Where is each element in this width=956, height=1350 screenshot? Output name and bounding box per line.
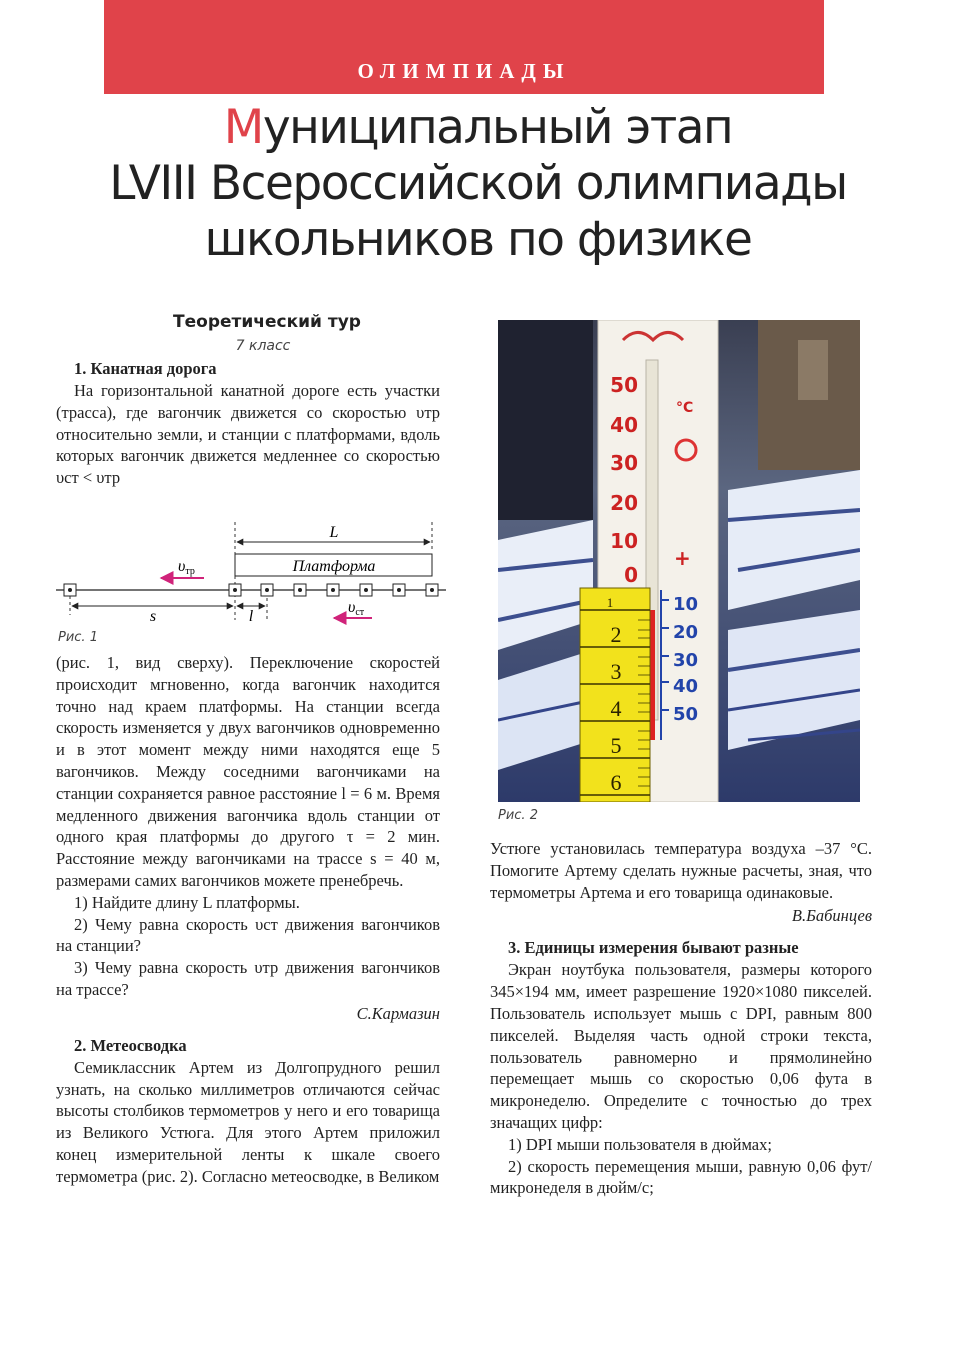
car (327, 584, 339, 596)
label-l: l (248, 608, 254, 625)
svg-text:10: 10 (673, 594, 699, 615)
label-vtr: υтр (178, 558, 195, 577)
svg-text:2: 2 (610, 622, 622, 647)
svg-text:30: 30 (673, 650, 699, 671)
svg-text:50: 50 (673, 704, 699, 725)
svg-text:50: 50 (610, 373, 638, 397)
problem2-para1: Семиклассник Артем из Долгопрудного решил узнать, на сколько миллиметров отличаются сейчас высоты столбиков термометров у него и его товарища из Великого Устюга. Для этого Артем приложил конец измерительной ленты к шкале своего термометра (рис. 2). Согласно метеосводке, в Великом (56, 1057, 440, 1186)
title-line1: униципальный этап (262, 100, 733, 155)
svg-text:6: 6 (610, 770, 622, 795)
svg-text:30: 30 (610, 451, 638, 475)
figure1-caption: Рис. 1 (58, 630, 98, 645)
problem1-q1: 1) Найдите длину L платформы. (74, 892, 300, 912)
title-line3: школьников по физике (204, 212, 752, 267)
problem1-q3: 3) Чему равна скорость υтр движения вагончиков на трассе? (56, 958, 440, 999)
svg-text:4: 4 (610, 696, 622, 721)
figure1-diagram (56, 520, 446, 630)
plus-sign: + (674, 546, 691, 570)
tour-title: Теоретический тур (173, 312, 361, 332)
svg-text:0: 0 (624, 563, 638, 587)
car (64, 584, 76, 596)
title-line2: LVIII Всероссийской олимпиады (109, 156, 847, 211)
figure2-caption: Рис. 2 (498, 808, 538, 823)
problem1-heading: 1. Канатная дорога (74, 359, 217, 378)
label-platform: Платформа (292, 558, 376, 575)
problem2-para2: Устюге установилась температура воздуха –37 °С. Помогите Артему сделать нужные расчеты, зная, что термометры Артема и его товарища одинаковые. (490, 839, 872, 902)
problem3-q2: 2) скорость перемещения мыши, равную 0,06 фут/микронеделя в дюйм/с; (490, 1156, 872, 1198)
lower-scale (673, 594, 698, 725)
car (360, 584, 372, 596)
problem3-heading: 3. Единицы измерения бывают разные (508, 938, 799, 958)
car (426, 584, 438, 596)
left-column-upper (56, 312, 440, 489)
svg-text:1: 1 (606, 595, 614, 610)
car (393, 584, 405, 596)
svg-text:20: 20 (673, 622, 699, 643)
left-column-lower (56, 652, 440, 1188)
title-first-letter: М (223, 100, 263, 155)
svg-text:40: 40 (673, 676, 699, 697)
measuring-tape (580, 588, 650, 802)
problem1-para1: На горизонтальной канатной дороге есть участки (трасса), где вагончик движется со скоростью υтр относительно земли, и станции с платформами, вдоль которых вагончик движется медленнее со скоростью υст < υтр (56, 381, 440, 488)
svg-text:20: 20 (610, 491, 638, 515)
problem2-heading: 2. Метеосводка (74, 1035, 187, 1055)
car (294, 584, 306, 596)
svg-text:40: 40 (610, 413, 638, 437)
problem1-q2: 2) Чему равна скорость υст движения вагончиков на станции? (56, 914, 440, 956)
right-column-lower (490, 838, 872, 1199)
problem3-q1: 1) DPI мыши пользователя в дюймах; (508, 1134, 772, 1154)
celsius-upper: °C (676, 400, 694, 416)
problem3-para1: Экран ноутбука пользователя, размеры которого 345×194 мм, имеет разрешение 1920×1080 пикселей. Пользователь использует мышь с DPI, равным 800 пикселей. Выделяя часть одной строки текста, пользователь равномерно и прямолинейно перемещает мышь со скоростью 0,06 фута в микронеделю. Определите с точностью до трех значащих цифр: (490, 960, 872, 1132)
thermometer-photo (498, 320, 860, 802)
label-vst: υст (348, 599, 365, 618)
label-s: s (149, 608, 157, 625)
section-label: ОЛИМПИАДЫ (357, 59, 571, 83)
label-L: L (329, 524, 339, 541)
problem1-author: С.Кармазин (356, 1003, 440, 1023)
svg-text:3: 3 (610, 659, 622, 684)
svg-text:10: 10 (610, 529, 638, 553)
problem2-author: В.Бабинцев (791, 906, 872, 926)
problem1-para2: (рис. 1, вид сверху). Переключение скоростей происходит мгновенно, когда вагончик находится точно над краем платформы. На станции всегда скорость изменяется у двух вагончиков одновременно и в этот момент между ними находятся еще 5 вагончиков. Между соседними вагончиками на станции сохраняется равное расстояние l = 6 м. Время медленного движения вагончика вдоль станции от одного края платформы до другого τ = 2 мин. Расстояние между вагончиками на трассе s = 40 м, размерами самих вагончиков можете пренебречь. (56, 653, 440, 890)
car (229, 584, 241, 596)
svg-text:5: 5 (610, 733, 622, 758)
grade-label: 7 класс (235, 338, 291, 354)
car (261, 584, 273, 596)
page-title (60, 100, 896, 268)
section-banner (104, 0, 824, 94)
